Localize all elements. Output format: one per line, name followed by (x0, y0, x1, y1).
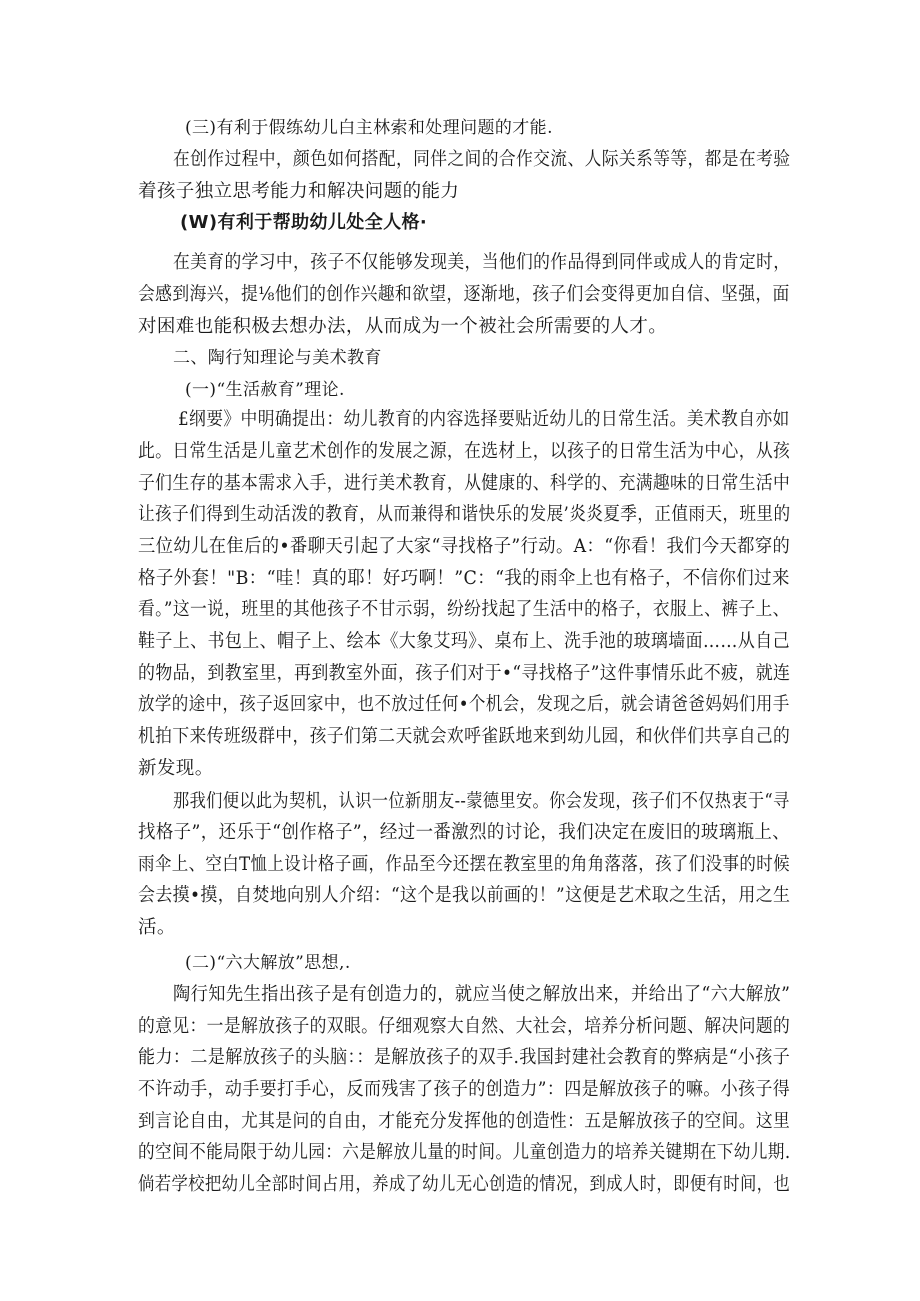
paragraph-line: 在创作过程中，颜色如何搭配，同伴之间的合作交流、人际关系等等，都是在考验 (173, 149, 791, 170)
paragraph-line: 子们生存的基本需求入手，进行美术教育，从健康的、科学的、充满趣味的日常生活中 (138, 473, 791, 494)
paragraph-line: 会去摸•摸，自焚地向别人介绍：“这个是我以前画的！”这便是艺术取之生活，用之生 (138, 885, 791, 906)
paragraph-line: 活。 (138, 917, 176, 938)
paragraph-line: 雨伞上、空白T恤上设计格子画，作品至今还摆在教室里的角角落落，孩了们没事的时候 (138, 854, 790, 875)
section-heading-3: (三)有利于假练幼儿白主林索和处理问题的才能. (185, 118, 553, 138)
paragraph-line: 的意见：一是解放孩子的双眼。仔细观察大自然、大社会，培养分析问题、解决问题的 (138, 1016, 791, 1037)
paragraph-line: 不许动手，动手要打手心，反而残害了孩子的创造力”：四是解放孩子的嘛。小孩子得 (138, 1079, 791, 1100)
section-heading-2: (二)“六大解放”思想,. (185, 953, 351, 973)
paragraph-line: 放学的途中，孩子返回家中，也不放过任何•个机会，发现之后，就会请爸爸妈妈们用手 (138, 694, 790, 715)
paragraph-line: 的物品，到教室里，再到教室外面，孩子们对于•“寻找格子”这件事情乐此不疲，就连 (138, 663, 791, 684)
paragraph-line: 着孩子独立思考能力和解决问题的能力 (138, 181, 460, 202)
paragraph-line: 对困难也能积极去想办法，从而成为一个被社会所需要的人才。 (138, 316, 668, 337)
paragraph-line: 的空间不能局限于幼儿园：六是解放儿量的时间。儿童创造力的培养关键期在下幼儿期. (138, 1142, 791, 1163)
chapter-heading-2: 二、陶行知理论与美术教育 (173, 348, 382, 368)
paragraph-line: 机拍下来传班级群中，孩子们第二天就会欢呼雀跃地来到幼儿园，和伙伴们共享自己的 (138, 726, 791, 747)
section-heading-1: (一)“生活赦育”理论. (185, 380, 345, 400)
paragraph-line: £纲要》中明确提出：幼儿教育的内容选择要贴近幼儿的日常生活。美术教自亦如 (178, 409, 790, 430)
paragraph-line: 那我们便以此为契机，认识一位新朋友--蒙德里安。你会发现，孩子们不仅热衷于“寻 (173, 791, 790, 812)
paragraph-line: 到言论自由，尤其是问的自由，才能充分发挥他的创造性：五是解放孩子的空间。这里 (138, 1111, 791, 1132)
paragraph-line: 新发现。 (138, 758, 214, 779)
paragraph-line: 让孩子们得到生动活泼的教育，从而兼得和谐快乐的发展’炎炎夏季，正值雨天，班里的 (138, 504, 791, 525)
paragraph-line: 能力：二是解放孩子的头脑：：是解放孩子的双手.我国封建社会教育的弊病是“小孩子 (138, 1047, 791, 1068)
section-heading-4: (W)有利于帮助幼儿处全人格· (180, 212, 428, 233)
paragraph-line: 看。”这一说，班里的其他孩子不甘示弱，纷纷找起了生活中的格子，衣服上、裤子上、 (138, 599, 790, 620)
paragraph-line: 陶行知先生指出孩子是有创造力的，就应当使之解放出来，并给出了“六大解放” (173, 984, 791, 1005)
paragraph-line: 三位幼儿在隹后的•番聊天引起了大家“寻找格子”行动。A：“你看！我们今天都穿的 (138, 536, 791, 557)
paragraph-line: 此。日常生活是儿童艺术创作的发展之源，在选材上，以孩子的日常生活为中心，从孩 (138, 441, 791, 462)
paragraph-line: 格子外套！"B：“哇！真的耶！好巧啊！”C：“我的雨伞上也有格子，不信你们过来 (138, 568, 790, 589)
paragraph-line: 倘若学校把幼儿全部时间占用，养成了幼儿无心创造的情况，到成人时，即便有时间，也 (138, 1174, 791, 1195)
paragraph-line: 会感到海兴，提⅛他们的创作兴趣和欲望，逐渐地，孩子们会变得更加自信、坚强，面 (138, 284, 790, 305)
paragraph-line: 找格子”，还乐于“创作格子”，经过一番激烈的讨论，我们决定在废旧的玻璃瓶上、 (138, 822, 791, 843)
paragraph-line: 鞋子上、书包上、帽子上、绘本《大象艾玛》、桌布上、洗手池的玻璃墙面……从自己 (138, 631, 790, 652)
paragraph-line: 在美育的学习中，孩子不仅能够发现美，当他们的作品得到同伴或成人的肯定时， (173, 252, 791, 273)
